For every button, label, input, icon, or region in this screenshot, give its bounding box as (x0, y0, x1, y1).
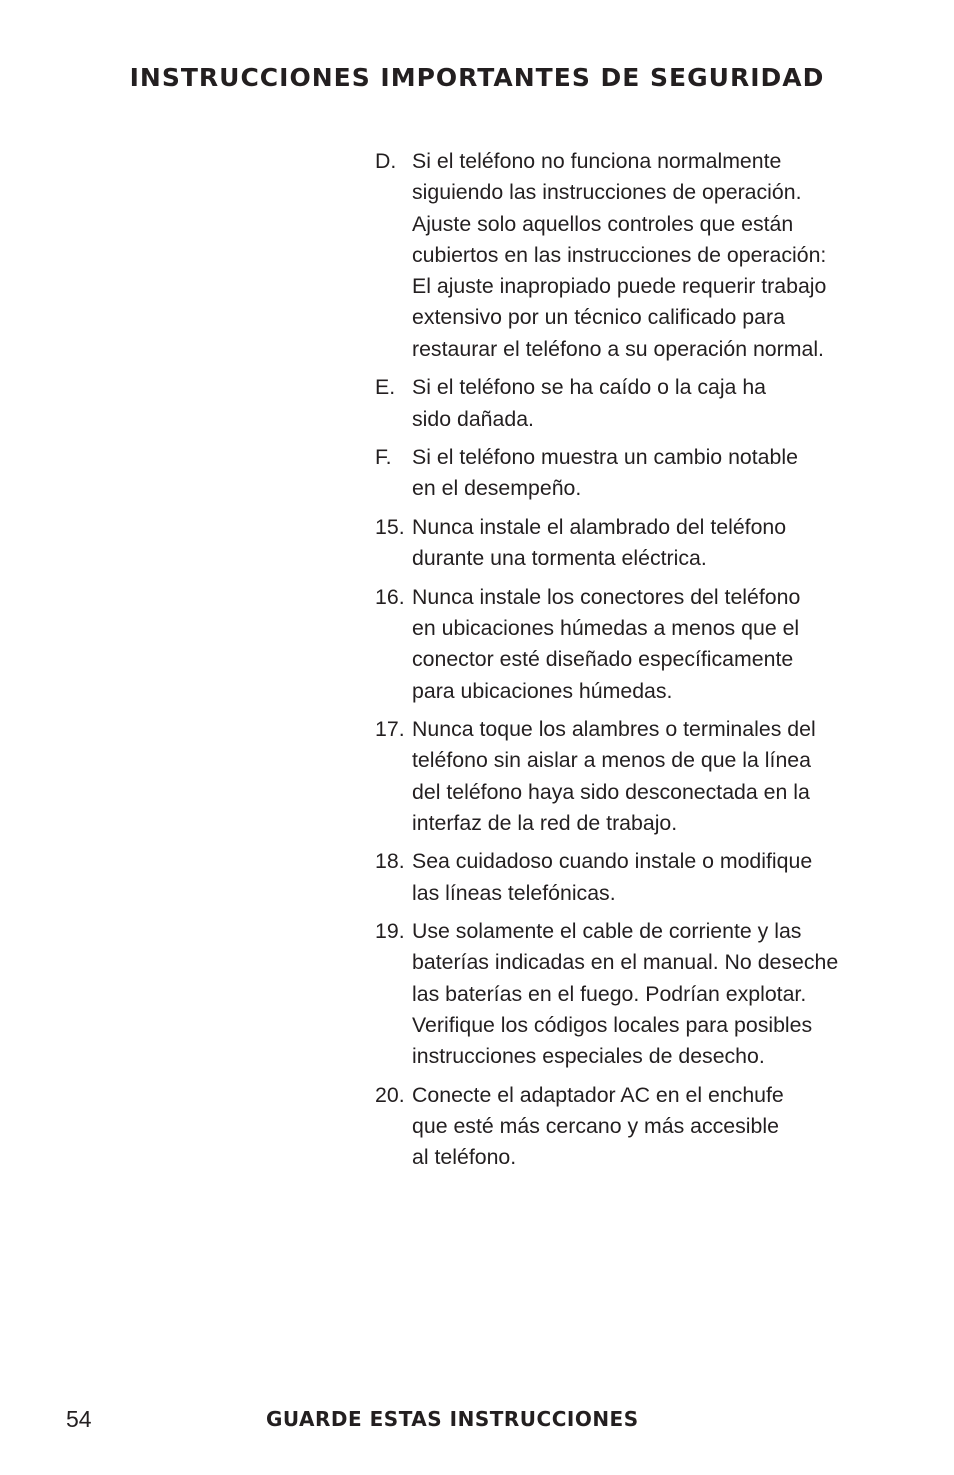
item-text: Nunca instale los conectores del teléfono en ubicaciones húmedas a menos que el conector esté diseñado específicamente para ubicaciones húmedas. (412, 584, 801, 703)
item-marker: 15. (375, 514, 405, 539)
list-item-16 (375, 582, 855, 707)
list-item-18 (375, 846, 855, 909)
item-marker: 20. (375, 1082, 405, 1107)
item-text: Si el teléfono muestra un cambio notable en el desempeño. (412, 445, 798, 501)
item-marker: E. (375, 375, 396, 400)
item-marker: F. (375, 445, 392, 470)
item-marker: 16. (375, 584, 405, 609)
list-item-17 (375, 714, 855, 839)
item-marker: 18. (375, 849, 405, 874)
instruction-list (375, 146, 855, 1181)
list-item-f (375, 442, 855, 505)
item-text: Si el teléfono no funciona normalmente siguiendo las instrucciones de operación. Ajuste solo aquellos controles que están cubiertos en las instrucciones de operación: El ajuste inapropiado puede requerir trabajo extensivo por un técnico calificado para restaurar el teléfono a su operación normal. (412, 149, 827, 361)
item-marker: 19. (375, 919, 405, 944)
list-item-e (375, 372, 855, 435)
item-text: Sea cuidadoso cuando instale o modifique las líneas telefónicas. (412, 849, 813, 905)
list-item-19 (375, 916, 855, 1072)
page-number: 54 (66, 1406, 92, 1432)
item-text: Nunca instale el alambrado del teléfono durante una tormenta eléctrica. (412, 514, 787, 571)
footer-title: GUARDE ESTAS INSTRUCCIONES (266, 1407, 639, 1431)
list-item-20 (375, 1080, 855, 1174)
list-item-d (375, 146, 855, 365)
item-text: Use solamente el cable de corriente y las baterías indicadas en el manual. No deseche las baterías en el fuego. Podrían explotar. Verifique los códigos locales para posibles instrucciones especiales de desecho. (412, 919, 839, 1069)
item-marker: 17. (375, 716, 405, 741)
page-title: INSTRUCCIONES IMPORTANTES DE SEGURIDAD (129, 63, 825, 92)
item-text: Nunca toque los alambres o terminales del teléfono sin aislar a menos de que la línea del teléfono haya sido desconectada en la interfaz de la red de trabajo. (412, 716, 816, 835)
item-text: Conecte el adaptador AC en el enchufe que esté más cercano y más accesible al teléfono. (412, 1082, 784, 1170)
item-marker: D. (375, 149, 397, 173)
item-text: Si el teléfono se ha caído o la caja ha sido dañada. (412, 375, 767, 431)
list-item-15 (375, 512, 855, 575)
page-footer (0, 1403, 954, 1435)
